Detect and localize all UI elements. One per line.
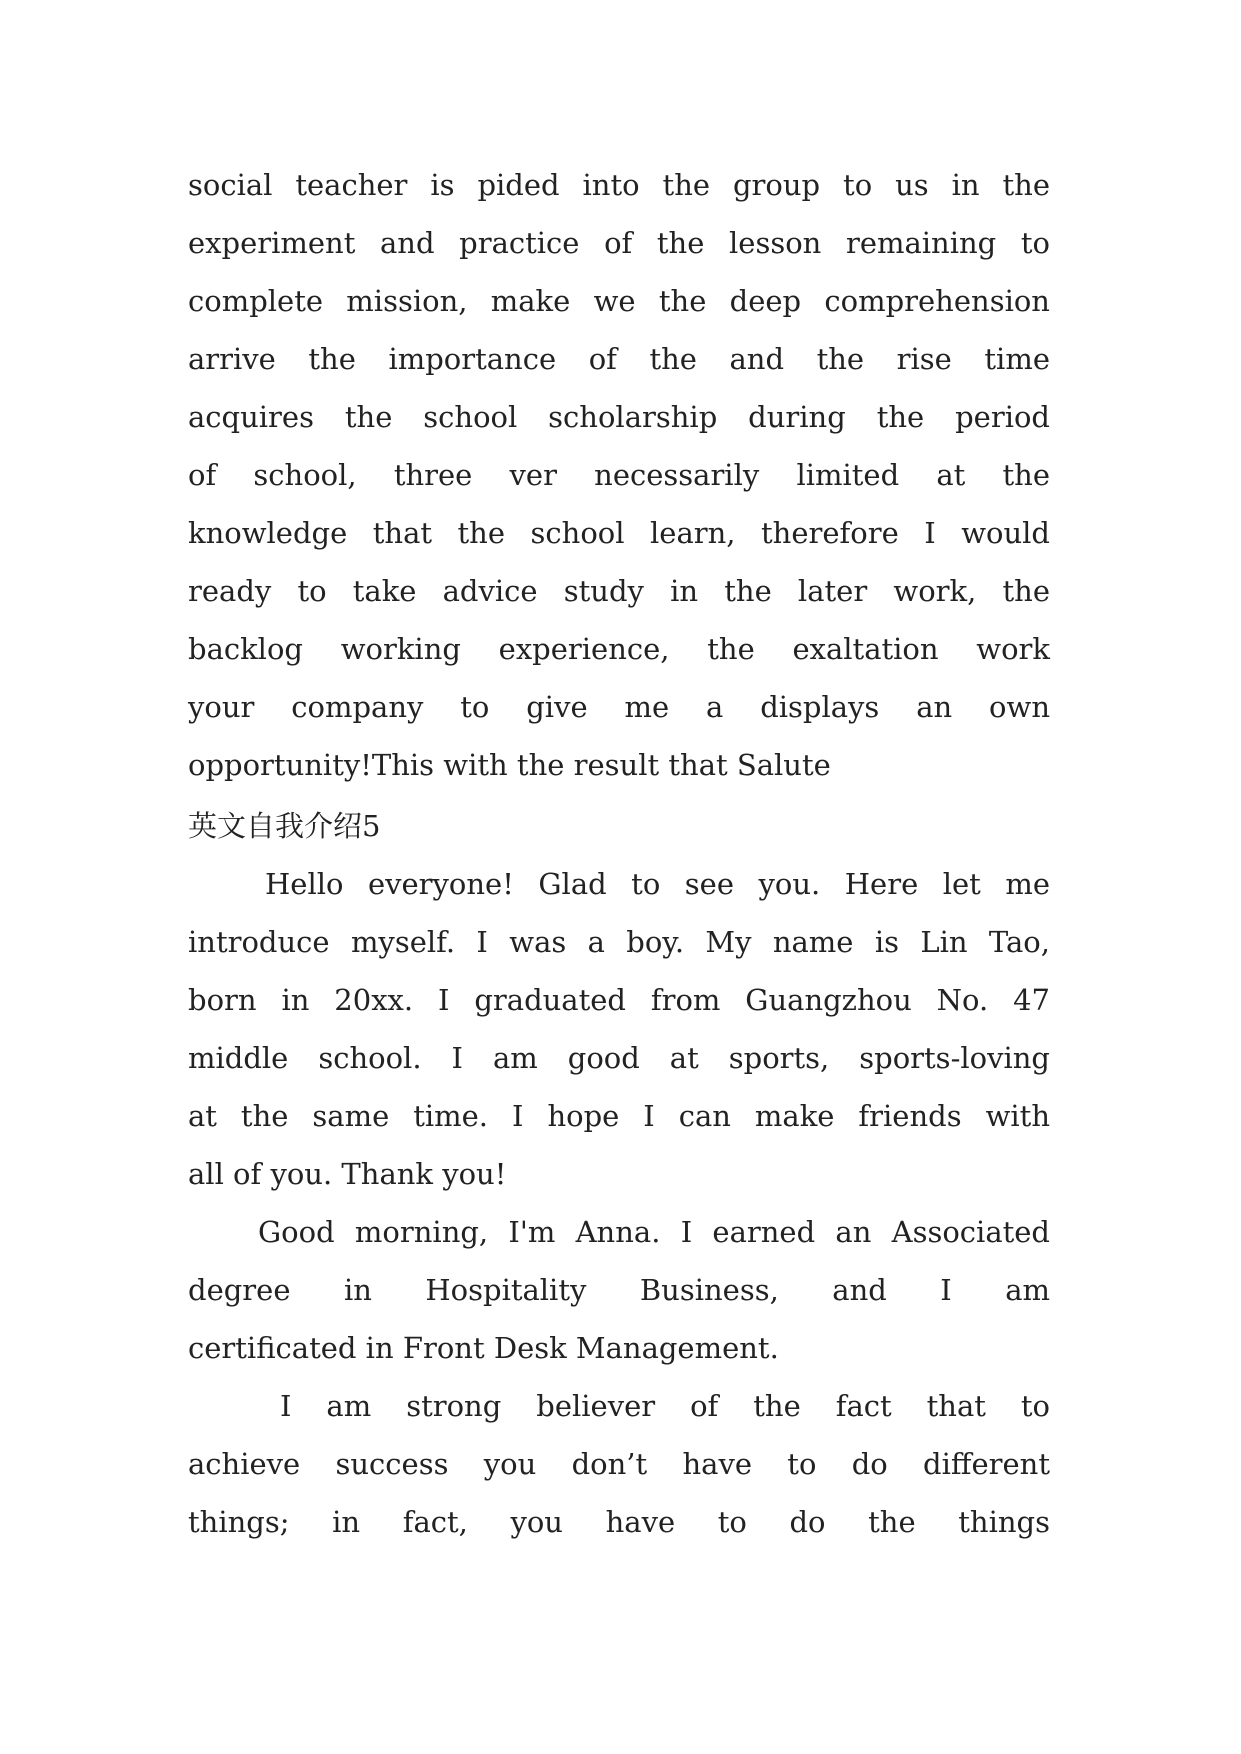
text-line: Good morning, I'm Anna. I earned an Associated — [258, 1215, 1050, 1249]
text-line: social teacher is pided into the group to us in the — [188, 168, 1050, 202]
text-line: certificated in Front Desk Management. — [188, 1331, 779, 1365]
text-line: achieve success you don’t have to do different — [188, 1447, 1050, 1481]
text-line: at the same time. I hope I can make friends with — [188, 1099, 1050, 1133]
text-line: opportunity!This with the result that Salute — [188, 748, 831, 782]
text-line: of school, three ver necessarily limited at the — [188, 458, 1050, 492]
text-line: backlog working experience, the exaltation work — [188, 632, 1050, 666]
text-line: introduce myself. I was a boy. My name is Lin Tao, — [188, 925, 1050, 959]
text-line: I am strong believer of the fact that to — [280, 1389, 1050, 1423]
text-line: complete mission, make we the deep comprehension — [188, 284, 1050, 318]
text-line: all of you. Thank you! — [188, 1157, 507, 1191]
text-line: arrive the importance of the and the rise time — [188, 342, 1050, 376]
text-line: experiment and practice of the lesson remaining to — [188, 226, 1050, 260]
text-line: knowledge that the school learn, therefore I would — [188, 516, 1050, 550]
text-line: Hello everyone! Glad to see you. Here let me — [265, 867, 1050, 901]
text-line: degree in Hospitality Business, and I am — [188, 1273, 1050, 1307]
text-line: middle school. I am good at sports, sports-loving — [188, 1041, 1050, 1075]
text-line: things; in fact, you have to do the things — [188, 1505, 1050, 1539]
section-heading: 英文自我介绍5 — [188, 809, 381, 843]
text-line: born in 20xx. I graduated from Guangzhou No. 47 — [188, 983, 1050, 1017]
text-line: ready to take advice study in the later work, the — [188, 574, 1050, 608]
text-line: acquires the school scholarship during the period — [188, 400, 1050, 434]
text-line: your company to give me a displays an own — [188, 690, 1050, 724]
